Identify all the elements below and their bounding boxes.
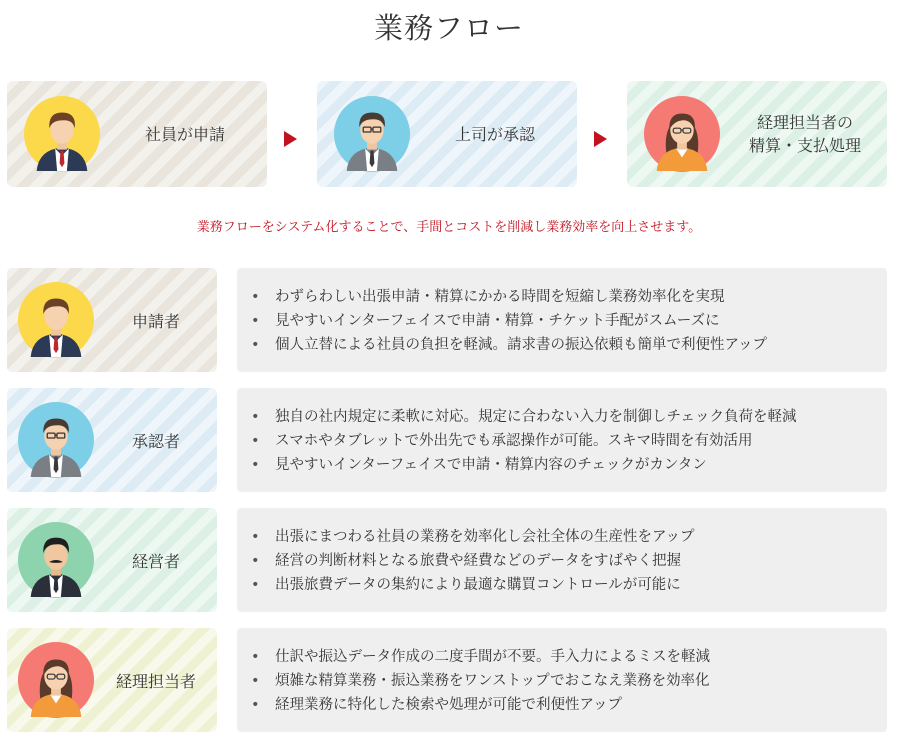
list-item: • 出張旅費データの集約により最適な購買コントロールが可能に — [251, 573, 887, 597]
flow-step-employee — [7, 81, 267, 187]
role-label: 承認者 — [131, 431, 180, 451]
page-title: 業務フロー — [373, 11, 524, 45]
role-approver — [7, 388, 217, 492]
list-item: • 見やすいインターフェイスで申請・精算内容のチェックがカンタン — [251, 453, 887, 477]
arrow-right-icon — [284, 131, 297, 147]
role-description — [237, 508, 887, 612]
list-item: • 独自の社内規定に柔軟に対応。規定に合わない入力を制御しチェック負荷を軽減 — [251, 405, 887, 429]
role-executive — [7, 508, 217, 612]
role-label: 経理担当者 — [115, 671, 196, 691]
list-item: • 出張にまつわる社員の業務を効率化し会社全体の生産性をアップ — [251, 525, 887, 549]
role-label: 経営者 — [131, 551, 180, 571]
list-item: • 経理業務に特化した検索や処理が可能で利便性アップ — [251, 693, 887, 717]
role-applicant — [7, 268, 217, 372]
woman-avatar-icon — [17, 641, 95, 719]
man-avatar-icon — [17, 281, 95, 359]
role-label: 申請者 — [131, 311, 180, 331]
man-mustache-avatar-icon — [17, 521, 95, 599]
role-description — [237, 628, 887, 732]
list-item: • 個人立替による社員の負担を軽減。請求書の振込依頼も簡単で利便性アップ — [251, 333, 887, 357]
list-item: • スマホやタブレットで外出先でも承認操作が可能。スキマ時間を有効活用 — [251, 429, 887, 453]
list-item: • 見やすいインターフェイスで申請・精算・チケット手配がスムーズに — [251, 309, 887, 333]
man-avatar-icon — [23, 95, 101, 173]
flow-step-supervisor — [317, 81, 577, 187]
role-accounting — [7, 628, 217, 732]
list-item: • 経営の判断材料となる旅費や経費などのデータをすばやく把握 — [251, 549, 887, 573]
role-description — [237, 388, 887, 492]
man-glasses-avatar-icon — [333, 95, 411, 173]
woman-avatar-icon — [643, 95, 721, 173]
flow-step-label: 上司が承認 — [454, 124, 535, 144]
flow-step-accounting — [627, 81, 887, 187]
list-item: • 煩雑な精算業務・振込業務をワンストップでおこなえ業務を効率化 — [251, 669, 887, 693]
arrow-right-icon — [594, 131, 607, 147]
role-description — [237, 268, 887, 372]
tagline: 業務フローをシステム化することで、手間とコストを削減し業務効率を向上させます。 — [196, 220, 702, 235]
list-item: • わずらわしい出張申請・精算にかかる時間を短縮し業務効率化を実現 — [251, 285, 887, 309]
man-glasses-avatar-icon — [17, 401, 95, 479]
flow-step-label: 経理担当者の 精算・支払処理 — [748, 113, 861, 155]
list-item: • 仕訳や振込データ作成の二度手間が不要。手入力によるミスを軽減 — [251, 645, 887, 669]
flow-step-label: 社員が申請 — [144, 124, 225, 144]
